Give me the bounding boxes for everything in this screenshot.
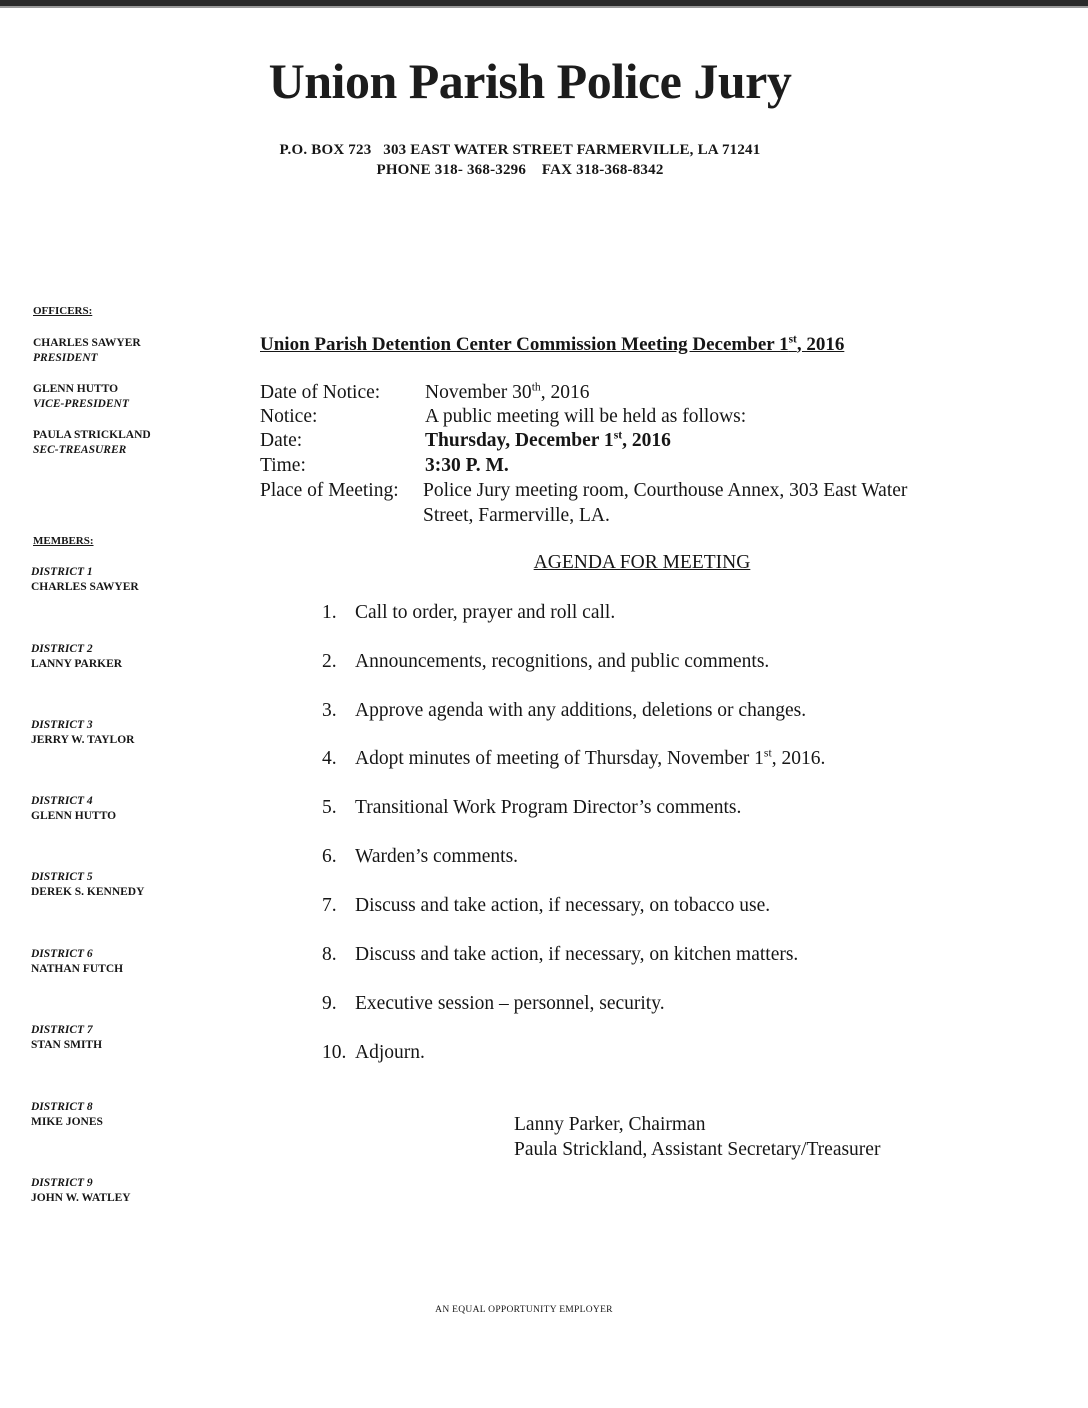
signature-secretary: Paula Strickland, Assistant Secretary/Treasurer <box>514 1139 881 1160</box>
member-entry <box>31 794 116 824</box>
place-value-line2: Street, Farmerville, LA. <box>423 505 610 526</box>
member-entry <box>31 870 144 900</box>
date-value: Thursday, December 1st, 2016 <box>425 428 671 451</box>
officer-role: SEC-TREASURER <box>33 444 127 456</box>
member-name: CHARLES SAWYER <box>31 581 139 593</box>
member-district: DISTRICT 8 <box>31 1101 93 1113</box>
member-name: MIKE JONES <box>31 1116 103 1128</box>
agenda-item: 2. Announcements, recognitions, and public comments. <box>322 651 770 672</box>
agenda-heading: AGENDA FOR MEETING <box>533 552 751 573</box>
member-district: DISTRICT 5 <box>31 871 93 883</box>
agenda-item: 3. Approve agenda with any additions, deletions or changes. <box>322 700 807 721</box>
letterhead-title: Union Parish Police Jury <box>268 53 792 109</box>
member-name: LANNY PARKER <box>31 658 123 670</box>
agenda-item: 1. Call to order, prayer and roll call. <box>322 602 616 623</box>
date-of-notice-label: Date of Notice: <box>260 382 381 403</box>
letterhead-phone: PHONE 318- 368-3296 FAX 318-368-8342 <box>376 162 664 178</box>
member-name: DEREK S. KENNEDY <box>31 886 145 898</box>
officer-name: CHARLES SAWYER <box>33 337 141 349</box>
place-value-line1: Police Jury meeting room, Courthouse Annex, 303 East Water <box>423 480 908 501</box>
member-name: GLENN HUTTO <box>31 810 117 822</box>
agenda-item: 9. Executive session – personnel, security. <box>322 993 665 1014</box>
member-entry <box>31 1100 103 1130</box>
officer-name: GLENN HUTTO <box>33 383 119 395</box>
member-district: DISTRICT 2 <box>31 643 93 655</box>
scan-edge-shadow <box>0 6 1088 8</box>
member-district: DISTRICT 3 <box>31 719 93 731</box>
agenda-item: 8. Discuss and take action, if necessary, on kitchen matters. <box>322 944 799 965</box>
member-entry <box>31 642 122 672</box>
member-name: JERRY W. TAYLOR <box>31 734 135 746</box>
member-name: STAN SMITH <box>31 1039 103 1051</box>
member-name: NATHAN FUTCH <box>31 963 124 975</box>
member-entry <box>31 1176 131 1206</box>
member-district: DISTRICT 1 <box>31 566 93 578</box>
officer-name: PAULA STRICKLAND <box>33 429 151 441</box>
officer-role: PRESIDENT <box>33 352 98 364</box>
member-name: JOHN W. WATLEY <box>31 1192 131 1204</box>
agenda-item: 6. Warden’s comments. <box>322 846 519 867</box>
officer-role: VICE-PRESIDENT <box>33 398 129 410</box>
member-entry <box>31 718 134 748</box>
footer-employer-note: AN EQUAL OPPORTUNITY EMPLOYER <box>435 1305 613 1315</box>
member-entry <box>31 947 123 977</box>
time-value: 3:30 P. M. <box>425 455 509 476</box>
member-district: DISTRICT 9 <box>31 1177 93 1189</box>
agenda-item: 10. Adjourn. <box>322 1042 425 1063</box>
agenda-item: 5. Transitional Work Program Director’s comments. <box>322 797 742 818</box>
place-label: Place of Meeting: <box>260 480 399 501</box>
member-entry <box>31 1023 102 1053</box>
member-district: DISTRICT 7 <box>31 1024 93 1036</box>
date-of-notice-value: November 30th, 2016 <box>425 380 590 403</box>
signature-chairman: Lanny Parker, Chairman <box>514 1114 706 1135</box>
officer-entry <box>33 336 141 366</box>
time-label: Time: <box>260 455 306 476</box>
officers-heading: OFFICERS: <box>33 305 93 317</box>
member-district: DISTRICT 6 <box>31 948 93 960</box>
agenda-item: 7. Discuss and take action, if necessary, on tobacco use. <box>322 895 771 916</box>
letterhead-address: P.O. BOX 723 303 EAST WATER STREET FARMERVILLE, LA 71241 <box>279 142 761 158</box>
meeting-title: Union Parish Detention Center Commission Meeting December 1st, 2016 <box>260 333 845 355</box>
date-label: Date: <box>260 430 303 451</box>
officer-entry <box>33 428 151 458</box>
notice-value: A public meeting will be held as follows: <box>425 406 747 427</box>
member-district: DISTRICT 4 <box>31 795 93 807</box>
members-heading: MEMBERS: <box>33 535 94 547</box>
notice-label: Notice: <box>260 406 318 427</box>
officer-entry <box>33 382 129 412</box>
agenda-item: 4. Adopt minutes of meeting of Thursday, November 1st, 2016. <box>322 746 826 769</box>
